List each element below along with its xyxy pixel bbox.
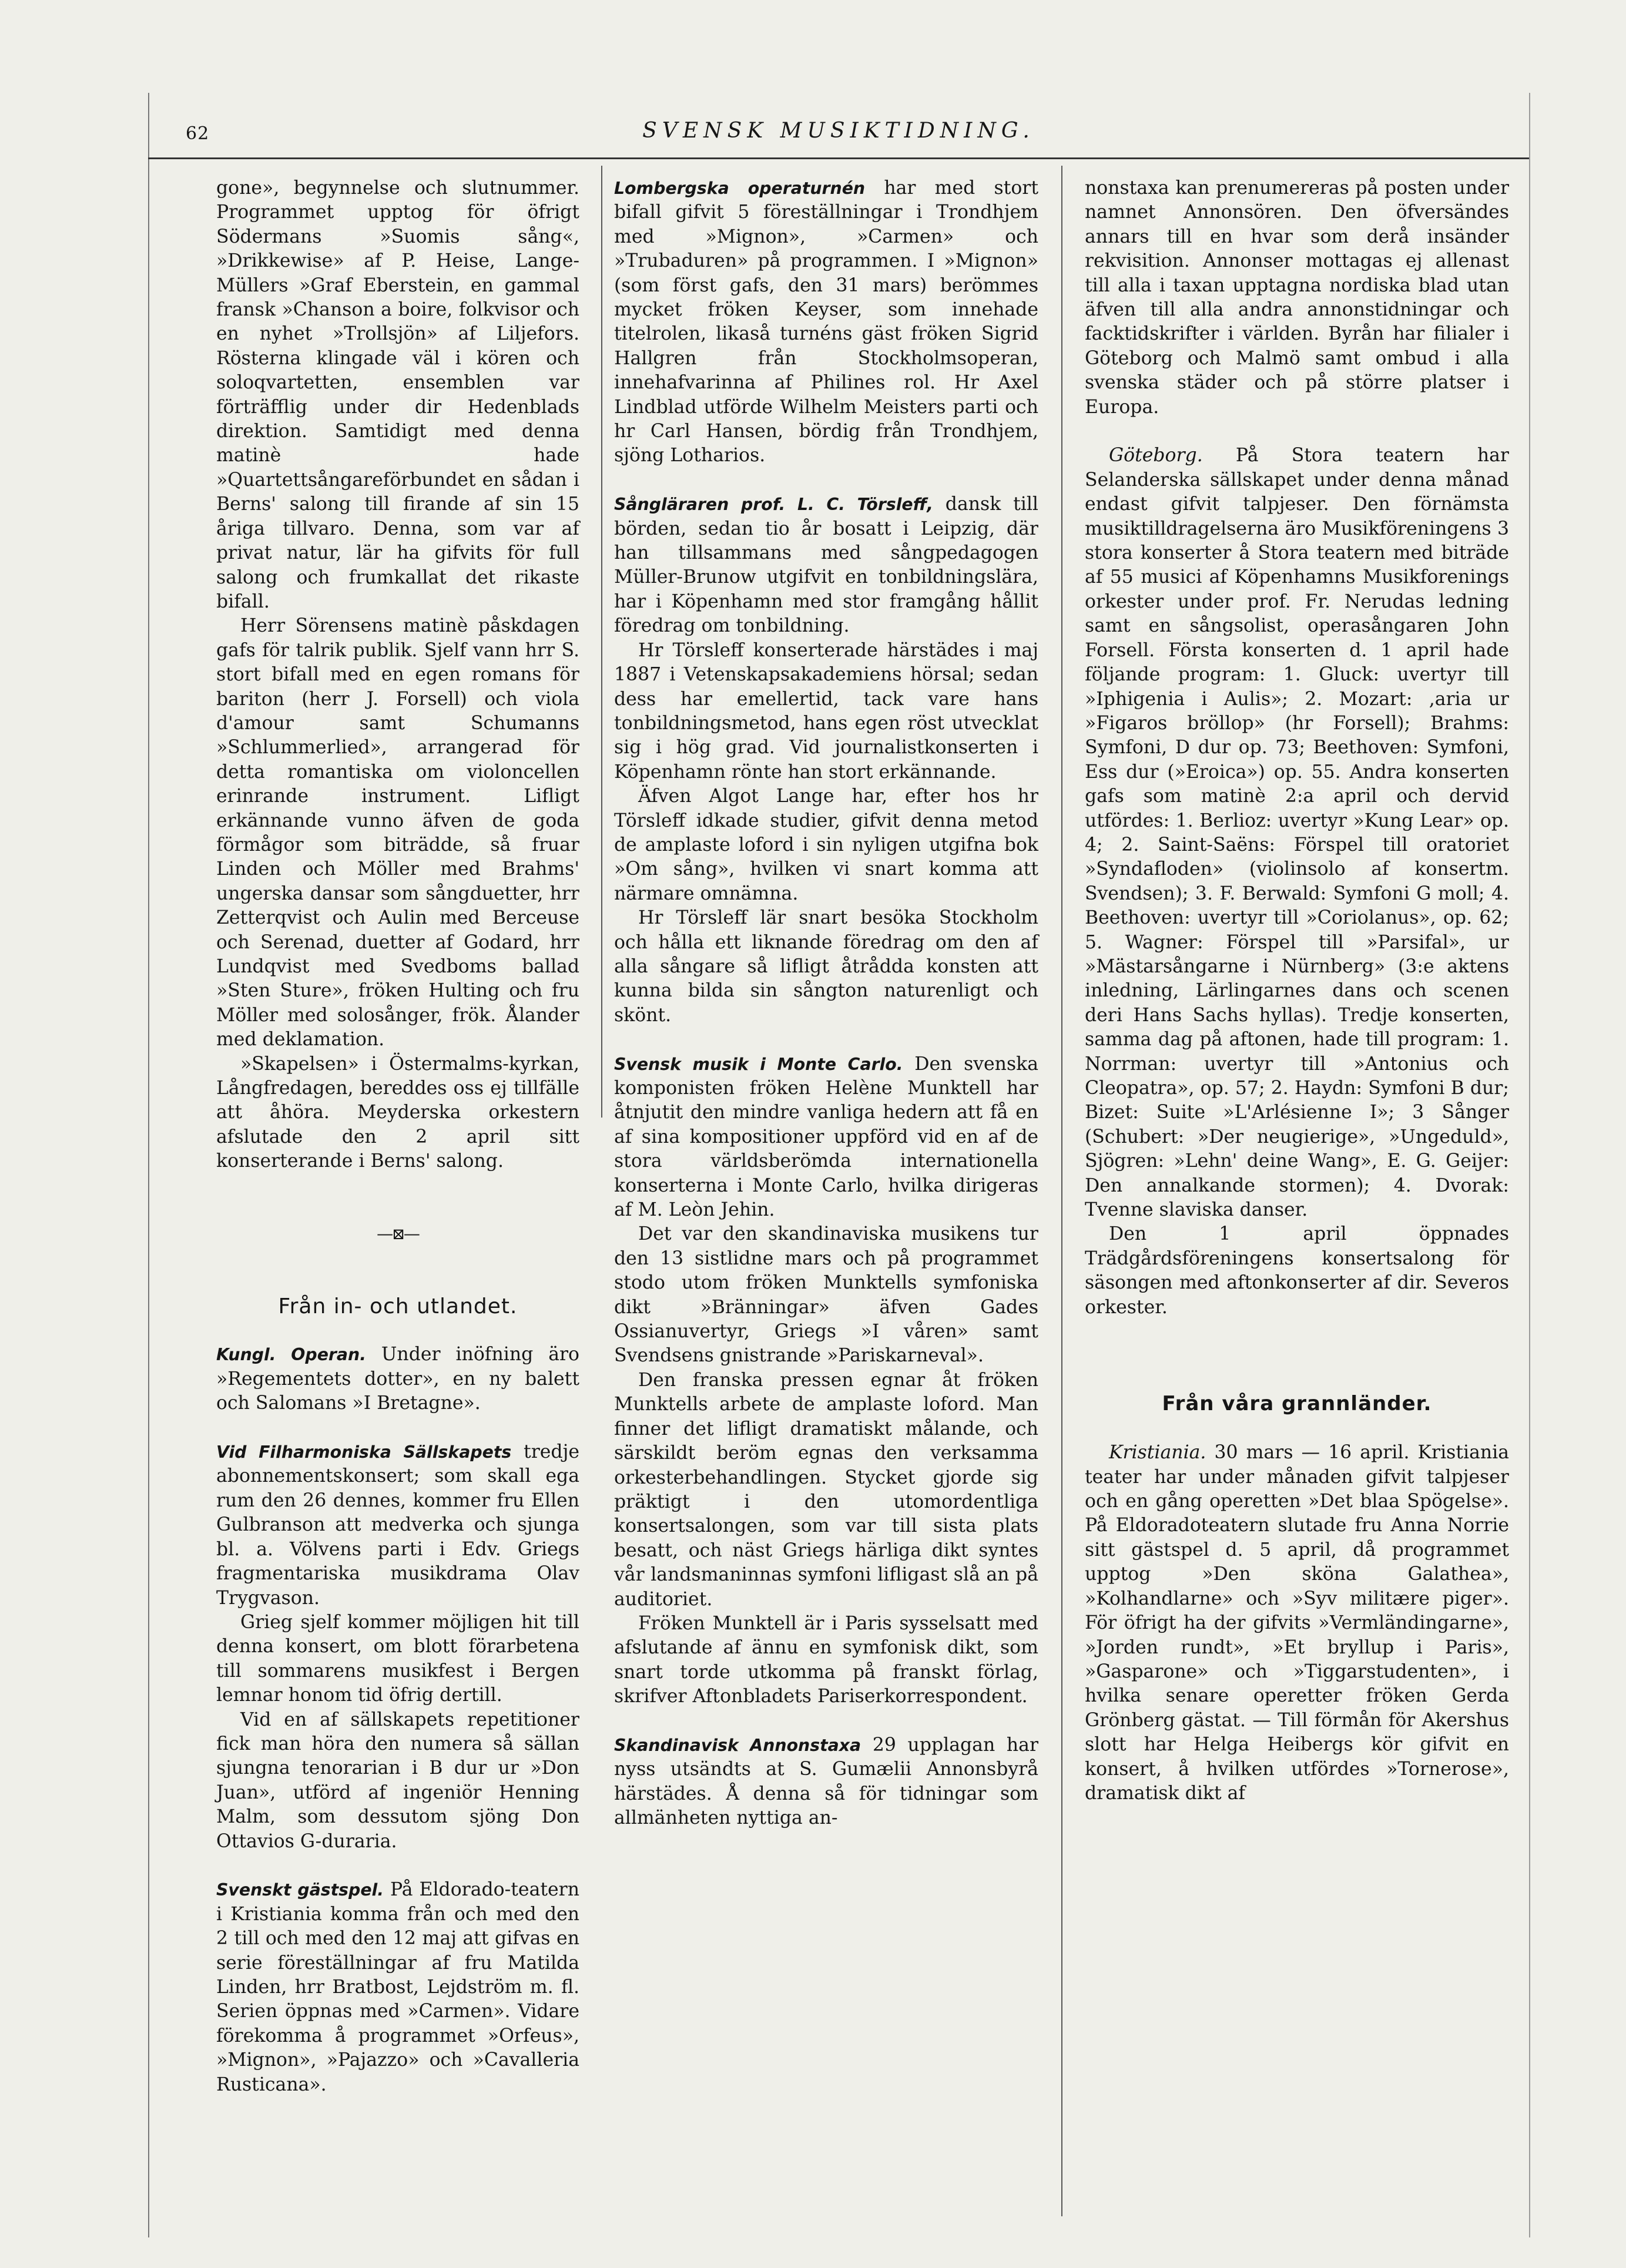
header-rule: [148, 157, 1529, 159]
city-kristiania: Kristiania.: [1108, 1442, 1206, 1464]
col3-paragraph-kristiania: [1085, 1441, 1509, 1806]
column-2: [614, 176, 1038, 1831]
col3-paragraph-annonstaxa-cont: nonstaxa kan prenumereras på posten under namnet Annonsören. Den öfversändes annars till en hvar som derå insänder rekvisition. Annonser mottagas ej allenast till alla i taxan upptagna nordiska blad utan äfven till alla andra annonstidningar och facktidskrifter i världen. Byrån har filialer i Göteborg och Malmö samt ombud i alla svenska städer och på större platser i Europa.: [1085, 177, 1509, 418]
text-lombergska: har med stort bifall gifvit 5 föreställningar i Trondhjem med »Mignon», »Carmen» och »Trubaduren» på programmen. I »Mignon» (som först gafs, den 31 mars) berömmes mycket fröken Keyser, som innehade titelrolen, likaså turnéns gäst fröken Sigrid Hallgren från Stockholmsoperan, innehafvarinna af Philines rol. Hr Axel Lindblad utförde Wilhelm Meisters parti och hr Carl Hansen, bördig från Trondhjem, sjöng Lotharios.: [614, 177, 1038, 467]
text-torsleff: dansk till börden, sedan tio år bosatt i Leipzig, där han tillsammans med sångpedagogen Müller-Brunow utgifvit en tonbildningslära, har i Köpenhamn med stor framgång hållit föredrag om tonbildning.: [614, 494, 1038, 637]
col2-paragraph-monte-carlo: [614, 1052, 1038, 1223]
section-heading-utlandet: Från in- och utlandet.: [278, 1294, 518, 1318]
col2-paragraph-torsleff-3: Hr Törsleff lär snart besöka Stockholm och hålla ett liknande föredrag om den af alla sångare så lifligt åtrådda konsten att kunna bilda sin sångton naturenligt och skönt.: [614, 907, 1038, 1026]
col2-paragraph-torsleff-2: Hr Törsleff konserterade härstädes i maj 1887 i Vetenskapsakademiens hörsal; sedan dess har emellertid, tack vare hans tonbildningsmetod, hans egen röst utvecklat sig i hög grad. Vid journalistkonserten i Köpenhamn rönte han stort erkännande.: [614, 639, 1038, 783]
page-header: [148, 93, 1529, 157]
column-rule-2: [1061, 166, 1062, 2216]
journal-title: SVENSK MUSIKTIDNING.: [642, 119, 1035, 143]
col3-paragraph-tradgard: Den 1 april öppnades Trädgårdsföreningens konsertsalong för säsongen med aftonkonserter af dir. Severos orkester.: [1085, 1223, 1509, 1318]
text-filharmoniska: tredje abonnementskonsert; som skall ega rum den 26 dennes, kommer fru Ellen Gulbranson att medverka och sjunga bl. a. Völvens parti i Edv. Griegs fragmentariska musikdrama Olav Trygvason.: [216, 1441, 579, 1609]
text-monte-carlo: Den svenska komponisten fröken Helène Munktell har åtnjutit den mindre vanliga hedern att få en af sina kompositioner uppförd vid en af de stora världsberömda internationella konserterna i Monte Carlo, hvilka dirigeras af M. Leòn Jehin.: [614, 1053, 1038, 1221]
col1-paragraph-repetitioner: Vid en af sällskapets repetitioner fick man höra den numera så sällan sjungna tenorarian i B dur ur »Don Juan», utförd af ingeniör Henning Malm, som dessutom sjöng Don Ottavios G-duraria.: [216, 1709, 579, 1852]
col1-paragraph-gastspel: [216, 1878, 579, 2097]
col1-paragraph-sorensen: Herr Sörensens matinè påskdagen gafs för talrik publik. Sjelf vann hrr S. stort bifall med en egen romans för bariton (herr J. Forsell) och viola d'amour samt Schumanns »Schlummerlied», arrangerad för detta romantiska om violoncellen erinrande instrument. Lifligt erkännande vunno äfven de goda förmågor som biträdde, så fruar Linden och Möller med Brahms' ungerska dansar som sångduetter, hrr Zetterqvist och Aulin med Berceuse och Serenad, duetter af Godard, hrr Lundqvist med Svedboms ballad »Sten Sture», fröken Hulting och fru Möller med solosånger, frök. Ålander med deklamation.: [216, 615, 579, 1051]
lead-lombergska: Lombergska operaturnén: [614, 179, 866, 198]
ornament-box-icon: ⊠: [392, 1225, 404, 1243]
section-ornament: [216, 1222, 579, 1246]
page-number: 62: [186, 123, 210, 144]
col1-paragraph-grieg: Grieg sjelf kommer möjligen hit till denna konsert, om blott förarbetena till sommarens musikfest i Bergen lemnar honom tid öfrig dertill.: [216, 1611, 579, 1706]
col2-paragraph-franska-pressen: Den franska pressen egnar åt fröken Munktells arbete de amplaste loford. Man finner det lifligt dramatiskt målande, och särskildt beröm egnas den verksamma orkesterbehandlingen. Stycket gjorde sig präktigt i den utomordentliga konsertsalongen, som var till sista plats besatt, och näst Griegs härliga dikt syntes vår landsmaninnas symfoni lifligast slå an på auditoriet.: [614, 1369, 1038, 1610]
col1-paragraph-1: gone», begynnelse och slutnummer. Programmet upptog för öfrigt Södermans »Suomis sång«, »Drikkewise» af P. Heise, Lange-Müllers »Graf Eberstein, en gammal fransk »Chanson a boire, folkvisor och en nyhet »Trollsjön» af Liljefors. Rösterna klingade väl i kören och soloqvartetten, ensemblen var förträfflig under dir Hedenblads direktion. Samtidigt med denna matinè hade »Quartettsångareförbundet en sådan i Berns' salong till firande af sin 15 åriga tillvaro. Denna, som var af privat natur, lär ha gifvits för full salong och frumkallat det rikaste bifall.: [216, 177, 579, 612]
col2-paragraph-torsleff: [614, 492, 1038, 638]
text-goteborg: På Stora teatern har Selanderska sällskapet under denna månad endast gifvit talpjeser. Den förnämsta musiktilldragelserna äro Musikföreningens 3 stora konserter å Stora teatern med biträde af 55 musici af Köpenhamns Musikforenings orkester under prof. Fr. Nerudas ledning samt en sångsolist, operasångaren John Forsell. Första konserten d. 1 april hade följande program: 1. Gluck: uvertyr till »Iphigenia i Aulis»; 2. Mozart: ,aria ur »Figaros bröllop» (hr Forsell); Brahms: Symfoni, D dur op. 73; Beethoven: Symfoni, Ess dur (»Eroica») op. 55. Andra konserten gafs som matinè 2:a april och dervid utfördes: 1. Berlioz: uvertyr »Kung Lear» op. 4; 2. Saint-Saëns: Förspel till oratoriet »Syndafloden» (violinsolo af konsertm. Svendsen); 3. F. Berwald: Symfoni G moll; 4. Beethoven: uvertyr till »Coriolanus», op. 62; 5. Wagner: Förspel till »Parsifal», ur »Mästarsångarne i Nürnberg» (3:e aktens inledning, Lärlingarnes dans och scenen deri Hans Sachs hyllas). Tredje konserten, samma dag på aftonen, hade till program: 1. Norrman: uvertyr till »Antonius och Cleopatra», op. 57; 2. Haydn: Symfoni B dur; Bizet: Suite »L'Arlésienne I»; 3 Sånger (Schubert: »Der neugierige», »Ungeduld», Sjögren: »Lehn' deine Wang», E. G. Geijer: Den annalkande stormen); 4. Dvorak: Tvenne slaviska danser.: [1085, 445, 1509, 1221]
column-rule-1: [601, 166, 602, 1118]
lead-monte-carlo: Svensk musik i Monte Carlo.: [614, 1054, 903, 1074]
ornament-dash-left: —: [377, 1223, 393, 1243]
col1-paragraph-filharmoniska: [216, 1440, 579, 1611]
col3-paragraph-goteborg: [1085, 444, 1509, 1222]
column-1: [216, 176, 579, 2097]
text-kristiania: 30 mars — 16 april. Kristiania teater har under månaden gifvit talpjeser och en gång operetten »Det blaa Spögelse». På Eldoradoteatern slutade fru Anna Norrie sitt gästspel d. 5 april, då programmet upptog »Den sköna Galathea», »Kolhandlarne» och »Syv militære piger». För öfrigt ha der gifvits »Vermländingarne», »Jorden rundt», »Et bryllup i Paris», »Gasparone» och »Tiggarstudenten», i hvilka senare operetter fröken Gerda Grönberg gästat. — Till förmån för Akershus slott har Helga Heibergs kör gifvit en konsert, å hvilken utfördes »Tornerose», dramatisk dikt af: [1085, 1442, 1509, 1804]
col1-paragraph-skapelsen: »Skapelsen» i Östermalms-kyrkan, Långfredagen, bereddes oss ej tillfälle att åhöra. Meyderska orkestern afslutade den 2 april sitt konserterande i Berns' salong.: [216, 1053, 579, 1172]
column-3: [1085, 176, 1509, 1806]
city-goteborg: Göteborg.: [1108, 445, 1203, 467]
text-kungl-operan: Under inöfning äro »Regementets dotter», en ny balett och Salomans »I Bretagne».: [216, 1344, 579, 1414]
col2-paragraph-paris: Fröken Munktell är i Paris sysselsatt med afslutande af ännu en symfonisk dikt, som snart torde utkomma på franskt förlag, skrifver Aftonbladets Pariserkorrespondent.: [614, 1612, 1038, 1707]
lead-gastspel: Svenskt gästspel.: [216, 1880, 384, 1900]
lead-annonstaxa: Skandinavisk Annonstaxa: [614, 1735, 861, 1755]
col2-paragraph-skandinaviska: Det var den skandinaviska musikens tur den 13 sistlidne mars och på programmet stodo utom fröken Munktells symfoniska dikt »Bränningar» äfven Gades Ossianuvertyr, Griegs »I våren» samt Svendsens gnistrande »Pariskarneval».: [614, 1223, 1038, 1367]
text-gastspel: På Eldorado-teatern i Kristiania komma från och med den 2 till och med den 12 maj att gifvas en serie föreställningar af fru Matilda Linden, hrr Bratbost, Lejdström m. fl. Serien öppnas med »Carmen». Vidare förekomma å programmet »Orfeus», »Mignon», »Pajazzo» och »Cavalleria Rusticana».: [216, 1879, 579, 2095]
col2-paragraph-annonstaxa: [614, 1733, 1038, 1831]
text-annonstaxa: 29 upplagan har nyss utsändts at S. Gumælii Annonsbyrå härstädes. Å denna så för tidningar som allmänheten nyttiga an-: [614, 1734, 1038, 1829]
col2-paragraph-lange: Äfven Algot Lange har, efter hos hr Törsleff idkade studier, gifvit denna metod de amplaste loford i sin nyligen utgifna bok »Om sång», hvilken vi snart komma att närmare omnämna.: [614, 786, 1038, 904]
lead-filharmoniska: Vid Filharmoniska Sällskapets: [216, 1442, 512, 1462]
ornament-dash-right: —: [403, 1223, 419, 1243]
section-heading-grannlander: Från våra grannländer.: [1162, 1392, 1432, 1416]
col1-paragraph-kungl-operan: [216, 1343, 579, 1415]
col2-paragraph-lombergska: [614, 176, 1038, 468]
lead-kungl-operan: Kungl. Operan.: [216, 1345, 366, 1365]
lead-torsleff: Sångläraren prof. L. C. Törsleff,: [614, 495, 933, 515]
